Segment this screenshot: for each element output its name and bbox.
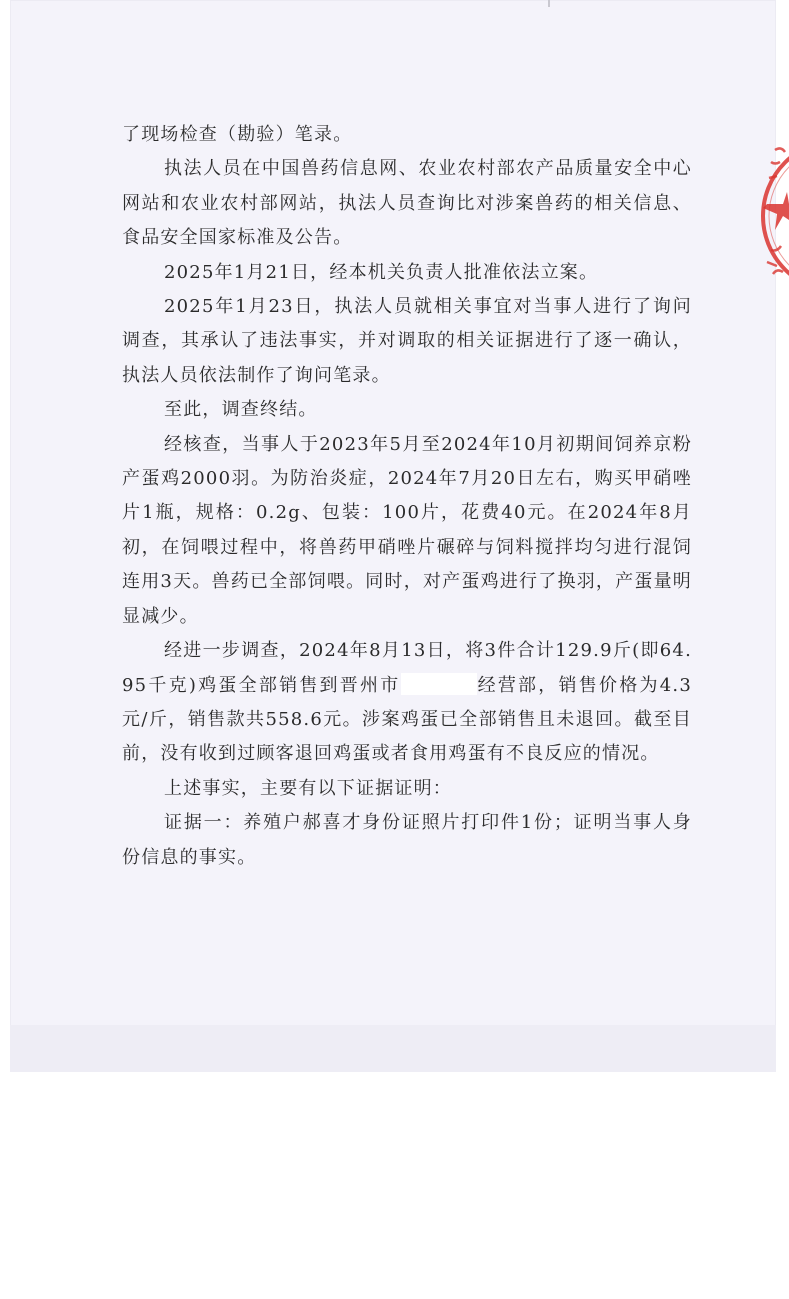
sales-text-before-redaction: 经进一步调查，2024年8月13日，将3件合计129.9斤(即64.95千克)鸡蛋全部销售到晋州市: [122, 640, 692, 696]
paragraph-evidence-one: 证据一：养殖户郝喜才身份证照片打印件1份；证明当事人身份信息的事实。: [122, 812, 692, 868]
redacted-name: [401, 673, 477, 695]
document-body: [122, 118, 692, 875]
paragraph-inspection-record: 了现场检查（勘验）笔录。: [122, 124, 353, 145]
paragraph-case-filing: 2025年1月21日，经本机关负责人批准依法立案。: [164, 261, 599, 283]
red-seal-stamp-partial: [753, 134, 789, 302]
paragraph-evidence-intro: 上述事实，主要有以下证据证明：: [164, 777, 452, 799]
scan-bottom-edge: [10, 1025, 776, 1072]
paragraph-verified-facts: 经核查，当事人于2023年5月至2024年10月初期间饲养京粉产蛋鸡2000羽。为防治炎症，2024年7月20日左右，购买甲硝唑片1瓶，规格：0.2g、包装：100片，花费40元。在2024年8月初，在饲喂过程中，将兽药甲硝唑片碾碎与饲料搅拌均匀进行混饲连用3天。兽药已全部饲喂。同时，对产蛋鸡进行了换羽，产蛋量明显减少。: [122, 433, 692, 627]
page-edge-mark: [548, 0, 550, 7]
paragraph-inquiry: 2025年1月23日，执法人员就相关事宜对当事人进行了询问调查，其承认了违法事实，并对调取的相关证据进行了逐一确认，执法人员依法制作了询问笔录。: [122, 296, 692, 386]
paragraph-online-verification: 执法人员在中国兽药信息网、农业农村部农产品质量安全中心网站和农业农村部网站，执法人员查询比对涉案兽药的相关信息、食品安全国家标准及公告。: [122, 158, 692, 249]
paragraph-investigation-end: 至此，调查终结。: [164, 399, 318, 421]
paragraph-further-investigation: [122, 634, 692, 772]
sales-text-after-redaction: 经营部，销售价格为4.3元/斤，销售款共558.6元。涉案鸡蛋已全部销售且未退回。截至目前，没有收到过顾客退回鸡蛋或者食用鸡蛋有不良反应的情况。: [122, 674, 692, 765]
